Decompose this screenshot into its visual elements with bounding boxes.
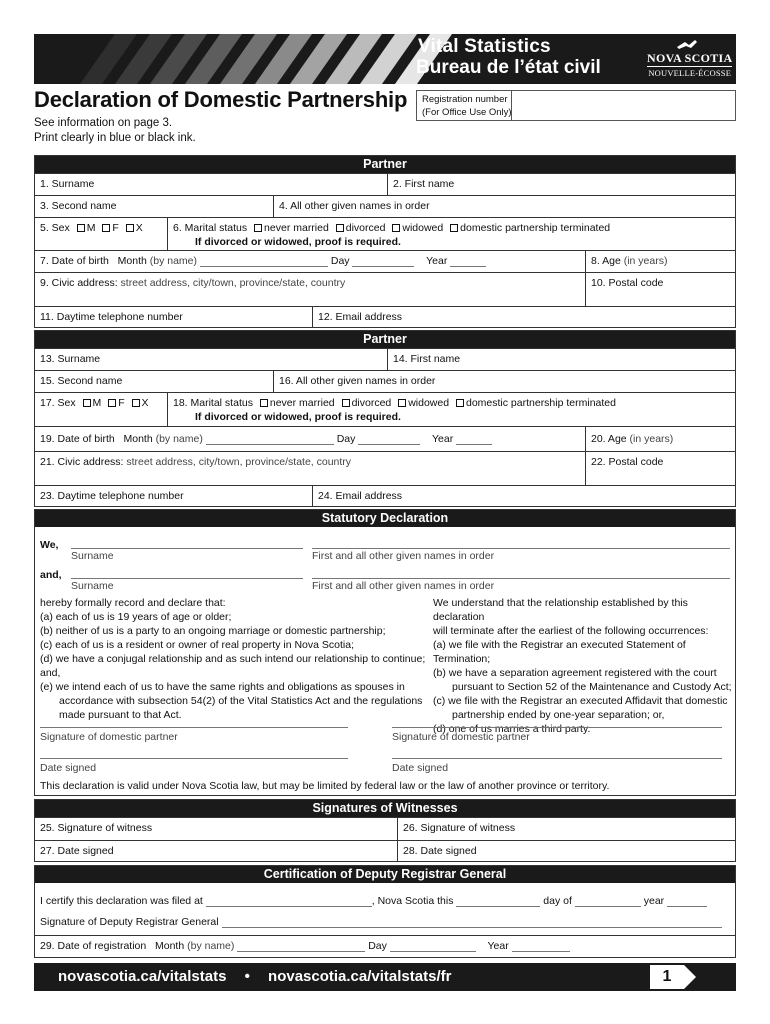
partner1-postal-code-field[interactable]: 10. Postal code (585, 273, 737, 306)
partner1-section-title: Partner (35, 156, 735, 173)
signature-caption-1: Signature of domestic partner (40, 731, 178, 743)
logo-line1: NOVA SCOTIA (647, 51, 733, 65)
certification-section-title: Certification of Deputy Registrar General (35, 866, 735, 883)
partner1-date-signed-line[interactable] (40, 758, 348, 759)
partner2-sex-m-checkbox[interactable] (83, 399, 91, 407)
deputy-signature-line: Signature of Deputy Registrar General (40, 916, 730, 928)
partner1-sex-m-checkbox[interactable] (77, 224, 85, 232)
partner2-surname-field[interactable]: 13. Surname (40, 353, 101, 365)
footer-link-fr[interactable]: novascotia.ca/vitalstats/fr (268, 968, 452, 985)
partner2-dp-terminated-checkbox[interactable] (456, 399, 464, 407)
partner2-phone-field[interactable]: 23. Daytime telephone number (40, 490, 184, 502)
partner2-marital-status: 18. Marital status never married divorced widowed domestic partnership terminated If divorced or widowed, proof is required. (167, 393, 737, 426)
date-signed-caption-2: Date signed (392, 762, 449, 774)
nova-scotia-logo (647, 41, 732, 78)
given-caption: First and all other given names in order (312, 550, 495, 562)
given-caption: First and all other given names in order (312, 580, 495, 592)
partner2-never-married-checkbox[interactable] (260, 399, 268, 407)
witness2-date-field[interactable]: 28. Date signed (397, 841, 737, 862)
page-title: Declaration of Domestic Partnership (34, 87, 408, 112)
bird-emblem-icon (675, 39, 699, 51)
banner-title-en: Vital Statistics (418, 36, 551, 57)
partner1-other-names-field[interactable]: 4. All other given names in order (273, 196, 737, 217)
partner1-section (34, 155, 736, 328)
surname-caption: Surname (71, 580, 114, 592)
page-number: 1 (650, 965, 684, 989)
certify-line: I certify this declaration was filed at , Nova Scotia this day of year (40, 895, 730, 907)
certify-month-field[interactable] (575, 897, 641, 907)
declaration-section-title: Statutory Declaration (35, 510, 735, 527)
registration-number-field[interactable] (511, 90, 736, 121)
footer-bar (34, 963, 736, 991)
partner1-sex-field: 5. Sex M F X (40, 222, 143, 234)
registration-label: Registration number (For Office Use Only) (422, 94, 512, 118)
partner1-marital-status: 6. Marital status never married divorced widowed domestic partnership terminated If divorced or widowed, proof is required. (167, 218, 737, 250)
partner2-dob-field[interactable]: 19. Date of birth Month (by name) Day Year (35, 427, 585, 451)
witnesses-section (34, 799, 736, 862)
partner1-proof-note: If divorced or widowed, proof is required. (195, 236, 401, 248)
footer-bullet: • (244, 968, 250, 985)
witness1-signature-field[interactable]: 25. Signature of witness (40, 822, 153, 834)
certify-year-field[interactable] (667, 897, 707, 907)
date-signed-caption-1: Date signed (40, 762, 97, 774)
partner1-first-name-field[interactable]: 2. First name (387, 174, 737, 195)
registration-number-box (416, 90, 736, 121)
partner1-second-name-field[interactable]: 3. Second name (40, 200, 117, 212)
declaration-given1-line[interactable] (312, 548, 730, 549)
partner1-email-field[interactable]: 12. Email address (312, 307, 737, 328)
partner1-surname-field[interactable]: 1. Surname (40, 178, 95, 190)
deputy-signature-field[interactable] (222, 918, 722, 928)
print-instructions: Print clearly in blue or black ink. (34, 132, 196, 144)
partner2-section (34, 330, 736, 507)
we-label: We, (40, 539, 59, 551)
partner1-sex-f-checkbox[interactable] (102, 224, 110, 232)
declaration-given2-line[interactable] (312, 578, 730, 579)
declaration-surname1-line[interactable] (71, 548, 303, 549)
partner2-civic-address-field[interactable]: 21. Civic address: street address, city/town, province/state, country (40, 456, 352, 468)
partner2-sex-x-checkbox[interactable] (132, 399, 140, 407)
partner2-proof-note: If divorced or widowed, proof is required. (195, 411, 401, 423)
banner-title-fr: Bureau de l’état civil (416, 57, 601, 78)
certification-section (34, 865, 736, 958)
partner1-dob-field[interactable]: 7. Date of birth Month (by name) Day Year (35, 251, 585, 272)
partner1-never-married-checkbox[interactable] (254, 224, 262, 232)
partner1-widowed-checkbox[interactable] (392, 224, 400, 232)
validity-note: This declaration is valid under Nova Scotia law, but may be limited by federal law or the law of another province or territory. (40, 780, 610, 792)
declaration-terms-right: We understand that the relationship established by this declaration will terminate after the earliest of the following occurrences: (a) we file with the Registrar an executed Statement of Termination; (b) we have a separation agreement registered with the court pursuant to Section 52 of the Maintenance and Custody Act; (c) we file with the Registrar an executed Affidavit that domestic partnership ended by one-year separation; or, (d) one of us marries a third party. (433, 597, 732, 735)
partner2-divorced-checkbox[interactable] (342, 399, 350, 407)
witness2-signature-field[interactable]: 26. Signature of witness (397, 818, 737, 840)
partner2-sex-field: 17. Sex M F X (40, 397, 149, 409)
see-info-note: See information on page 3. (34, 117, 173, 129)
partner2-section-title: Partner (35, 331, 735, 348)
witnesses-section-title: Signatures of Witnesses (35, 800, 735, 817)
partner2-postal-code-field[interactable]: 22. Postal code (585, 452, 737, 485)
partner2-age-field[interactable]: 20. Age (in years) (585, 427, 737, 451)
surname-caption: Surname (71, 550, 114, 562)
header-banner (34, 34, 736, 84)
registration-date-field[interactable]: 29. Date of registration Month (by name) Day Year (35, 936, 737, 958)
partner2-other-names-field[interactable]: 16. All other given names in order (273, 371, 737, 392)
partner1-civic-address-field[interactable]: 9. Civic address: street address, city/town, province/state, country (40, 277, 346, 289)
logo-line2: NOUVELLE-ÉCOSSE (648, 68, 732, 78)
partner1-phone-field[interactable]: 11. Daytime telephone number (40, 311, 183, 323)
partner2-email-field[interactable]: 24. Email address (312, 486, 737, 507)
witness1-date-field[interactable]: 27. Date signed (40, 845, 114, 857)
filed-at-field[interactable] (206, 897, 372, 907)
footer-link-en[interactable]: novascotia.ca/vitalstats (58, 968, 227, 985)
partner2-widowed-checkbox[interactable] (398, 399, 406, 407)
partner2-signature-line[interactable] (392, 727, 722, 728)
partner1-signature-line[interactable] (40, 727, 348, 728)
declaration-section (34, 509, 736, 796)
partner1-dp-terminated-checkbox[interactable] (450, 224, 458, 232)
partner1-age-field[interactable]: 8. Age (in years) (585, 251, 737, 272)
partner1-sex-x-checkbox[interactable] (126, 224, 134, 232)
declaration-terms-left: hereby formally record and declare that: (a) each of us is 19 years of age or older; (b) neither of us is a party to an ongoing marriage or domestic partnership; (c) each of us is a resident or owner of real property in Nova Scotia; (d) we have a conjugal relationship and as such intend our relationship to continue; and, (e) we intend each of us to have the same rights and obligations as spouses in accordance with subsection 54(2) of the Vital Statistics Act and the regulations made pursuant to that Act. (40, 597, 426, 721)
partner2-first-name-field[interactable]: 14. First name (387, 349, 737, 370)
partner2-second-name-field[interactable]: 15. Second name (40, 375, 123, 387)
and-label: and, (40, 569, 62, 581)
partner2-sex-f-checkbox[interactable] (108, 399, 116, 407)
declaration-surname2-line[interactable] (71, 578, 303, 579)
certify-day-field[interactable] (456, 897, 540, 907)
partner2-date-signed-line[interactable] (392, 758, 722, 759)
partner1-divorced-checkbox[interactable] (336, 224, 344, 232)
signature-caption-2: Signature of domestic partner (392, 731, 530, 743)
